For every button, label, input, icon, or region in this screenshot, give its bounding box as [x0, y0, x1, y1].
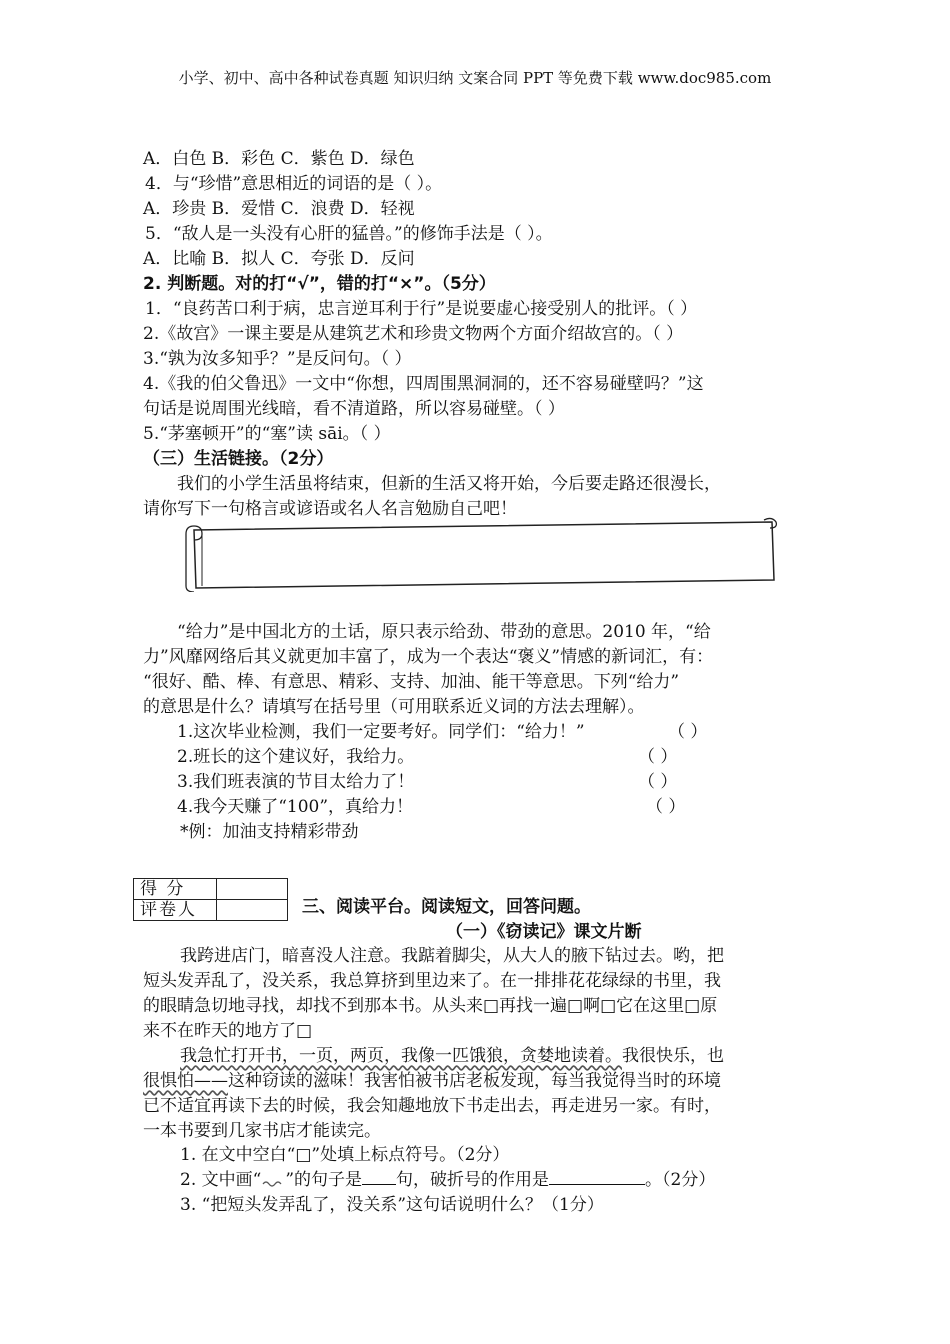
question-3: 3. “把短头发弄乱了，没关系”这句话说明什么？（1分） — [180, 1195, 604, 1215]
sentence-type-blank[interactable] — [362, 1184, 396, 1185]
life-line-2: 请你写下一句格言或谚语或名人名言勉励自己吧！ — [143, 499, 517, 519]
geili-item-4-answer[interactable]: （ ） — [646, 797, 686, 817]
passage-line-6 — [143, 1069, 721, 1093]
question-2-part-c: 句，破折号的作用是 — [396, 1170, 550, 1190]
question-1: 1. 在文中空白“□”处填上标点符号。（2分） — [180, 1145, 510, 1165]
passage-line-8: 一本书要到几家书店才能读完。 — [143, 1121, 381, 1141]
q4-options: A．珍贵 B．爱惜 C．浪费 D．轻视 — [143, 199, 415, 219]
passage-line-5 — [180, 1044, 724, 1068]
passage-line-3: 的眼睛急切地寻找，却找不到那本书。从头来□再找一遍□啊□它在这里□原 — [143, 996, 718, 1016]
passage-line-1: 我跨进店门，暗喜没人注意。我踮着脚尖，从大人的腋下钻过去。哟，把 — [180, 946, 724, 966]
score-cell[interactable] — [217, 879, 288, 900]
score-label: 得 分 — [134, 879, 217, 900]
wavy-underlined-sentence: 我急忙打开书，一页，两页，我像一匹饿狼，贪婪地读着。 — [180, 1046, 622, 1066]
dash-function-blank[interactable] — [549, 1184, 645, 1185]
judge-item-1: 1．“良药苦口利于病，忠言逆耳利于行”是说要虚心接受别人的批评。（ ） — [145, 299, 698, 319]
geili-p3: “很好、酷、棒、有意思、精彩、支持、加油、能干等意思。下列“给力” — [143, 672, 680, 692]
section3-title: 三、阅读平台。阅读短文，回答问题。 — [302, 897, 591, 917]
wavy-underlined-sentence-cont: 很惧怕—— — [143, 1071, 228, 1091]
geili-item-2: 2.班长的这个建议好，我给力。 — [177, 747, 415, 767]
grader-cell[interactable] — [217, 900, 288, 921]
passage-line-5-rest: 我很快乐，也 — [622, 1046, 724, 1066]
judge-item-4: 4.《我的伯父鲁迅》一文中“你想，四周围黑洞洞的，还不容易碰壁吗？”这 — [143, 374, 704, 394]
q5-stem: 5．“敌人是一头没有心肝的猛兽。”的修饰手法是（ ）。 — [145, 224, 553, 244]
geili-example: *例：加油支持精彩带劲 — [180, 822, 359, 842]
life-title: （三）生活链接。（2分） — [143, 449, 334, 469]
question-2 — [180, 1168, 715, 1192]
wavy-line-icon — [261, 1174, 285, 1188]
q4-stem: 4．与“珍惜”意思相近的词语的是（ ）。 — [145, 174, 443, 194]
passage-line-4: 来不在昨天的地方了□ — [143, 1021, 313, 1041]
geili-item-3: 3.我们班表演的节目太给力了！ — [177, 772, 415, 792]
passage-line-7: 已不适宜再读下去的时候，我会知趣地放下书走出去，再走进另一家。有时， — [143, 1096, 721, 1116]
geili-item-4: 4.我今天赚了“100”，真给力！ — [177, 797, 414, 817]
judge-item-2: 2.《故宫》一课主要是从建筑艺术和珍贵文物两个方面介绍故宫的。（ ） — [143, 324, 684, 344]
judge-item-4-cont: 句话是说周围光线暗，看不清道路，所以容易碰壁。（ ） — [143, 399, 565, 419]
geili-p1: “给力”是中国北方的土话，原只表示给劲、带劲的意思。2010 年，“给 — [177, 622, 711, 642]
q3-options: A．白色 B．彩色 C．紫色 D．绿色 — [143, 149, 415, 169]
score-table — [133, 878, 288, 921]
question-2-part-b: ”的句子是 — [285, 1170, 363, 1190]
life-line-1: 我们的小学生活虽将结束，但新的生活又将开始，今后要走路还很漫长， — [177, 474, 721, 494]
passage-line-2: 短头发弄乱了，没关系，我总算挤到里边来了。在一排排花花绿绿的书里，我 — [143, 971, 721, 991]
scroll-answer-box[interactable] — [180, 516, 780, 592]
geili-item-1: 1.这次毕业检测，我们一定要考好。同学们：“给力！” — [177, 722, 585, 742]
passage-line-6-rest: 这种窃读的滋味！我害怕被书店老板发现，每当我觉得当时的环境 — [228, 1071, 721, 1091]
judge-item-3: 3.“孰为汝多知乎？”是反问句。（ ） — [143, 349, 412, 369]
judge-item-5: 5.“茅塞顿开”的“塞”读 sāi。（ ） — [143, 424, 391, 444]
geili-item-2-answer[interactable]: （ ） — [638, 747, 678, 767]
question-2-part-d: 。（2分） — [645, 1170, 716, 1190]
question-2-part-a: 2. 文中画“ — [180, 1170, 262, 1190]
grader-label: 评卷人 — [134, 900, 217, 921]
section3-subtitle: （一）《窃读记》课文片断 — [446, 922, 642, 942]
geili-item-3-answer[interactable]: （ ） — [638, 772, 678, 792]
geili-p2: 力”风靡网络后其义就更加丰富了，成为一个表达“褒义”情感的新词汇，有： — [143, 647, 714, 667]
judge-title: 2. 判断题。对的打“√”，错的打“×”。（5分） — [143, 274, 496, 294]
q5-options: A．比喻 B．拟人 C．夸张 D．反问 — [143, 249, 415, 269]
geili-p4: 的意思是什么？请填写在括号里（可用联系近义词的方法去理解）。 — [143, 697, 645, 717]
page-header: 小学、初中、高中各种试卷真题 知识归纳 文案合同 PPT 等免费下载 www.doc985.com — [178, 69, 772, 87]
geili-item-1-answer[interactable]: （ ） — [668, 722, 708, 742]
